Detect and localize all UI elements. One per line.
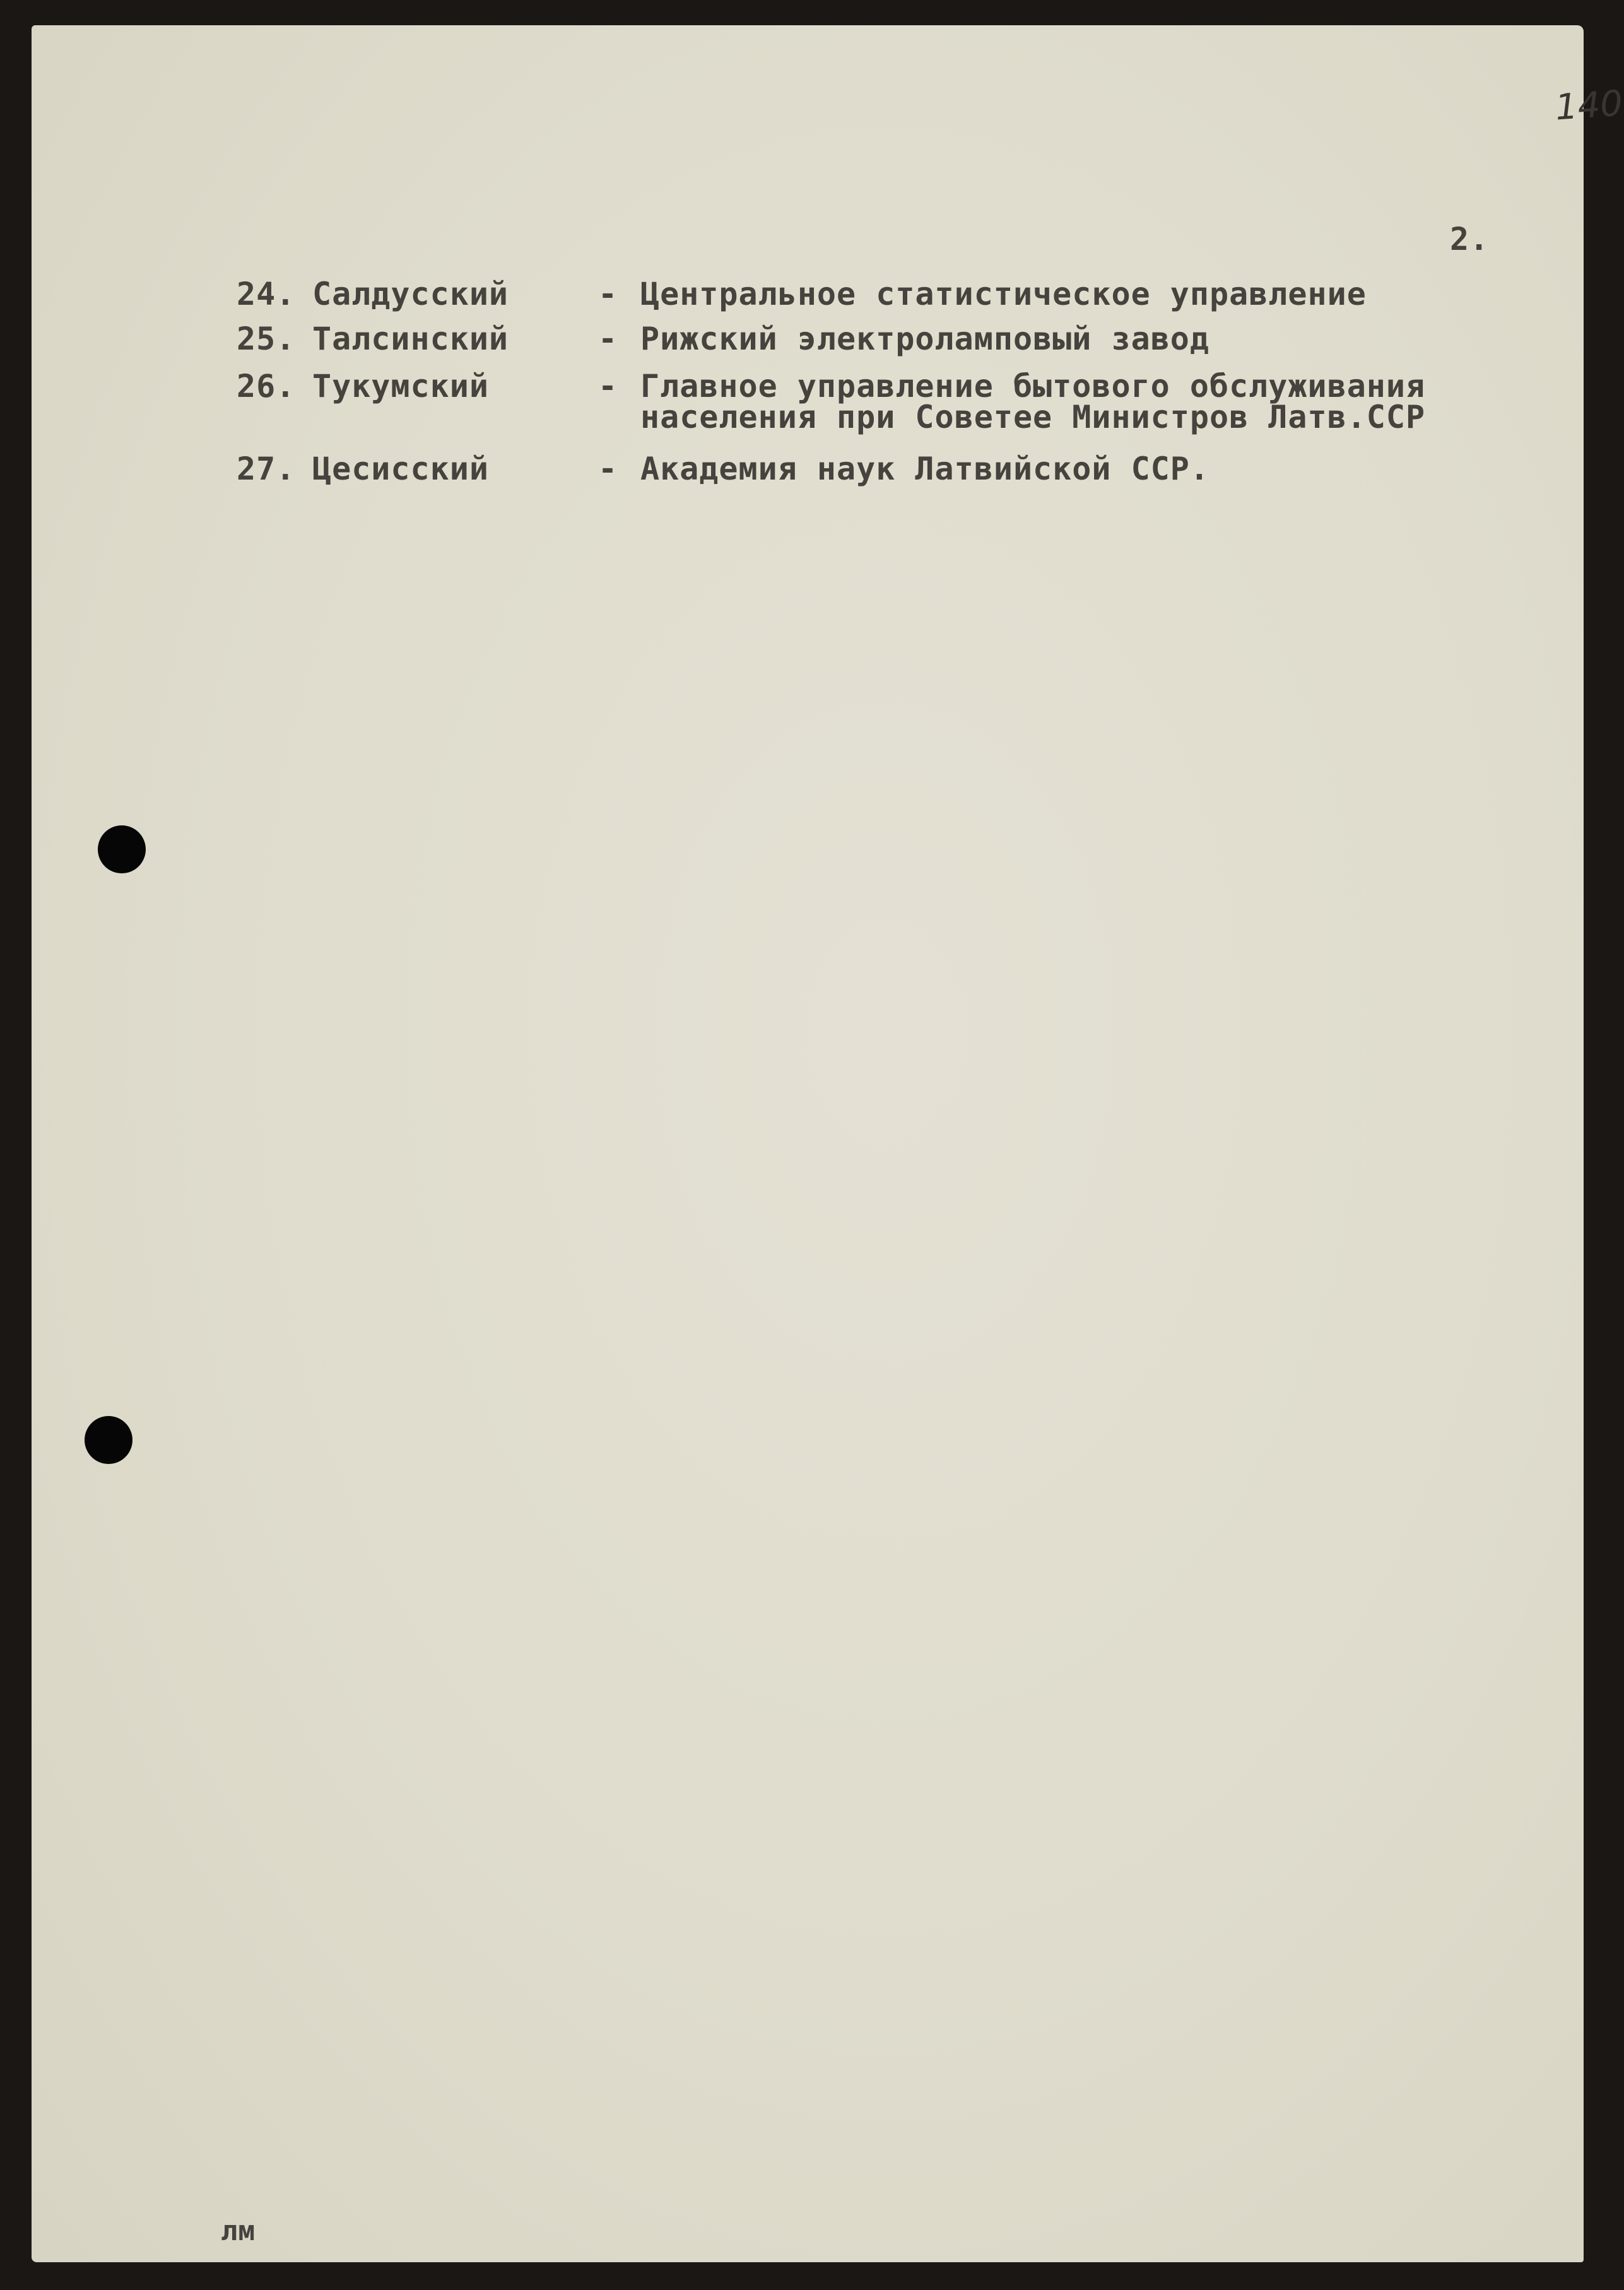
entry-organization-line: Рижский электроламповый завод (640, 321, 1209, 357)
archive-folio-number: 140 (1553, 83, 1624, 129)
entry-organization-line: Центральное статистическое управление (640, 276, 1367, 312)
entry-dash: - (598, 321, 618, 357)
page-number: 2. (1450, 221, 1490, 257)
paper-sheet (32, 25, 1624, 2262)
entry-number: 27. (237, 451, 296, 487)
entry-dash: - (598, 451, 618, 487)
entry-number: 26. (237, 368, 296, 404)
entry-organization-line: Академия наук Латвийской ССР. (640, 451, 1209, 487)
entry-organization-line: населения при Советее Министров Латв.ССР (640, 399, 1426, 435)
entry-number: 25. (237, 321, 296, 357)
entry-district: Цесисский (312, 451, 489, 487)
punch-hole (98, 825, 146, 873)
entry-number: 24. (237, 276, 296, 312)
entry-dash: - (598, 368, 618, 404)
entry-district: Тукумский (312, 368, 489, 404)
entry-organization-line: Главное управление бытового обслуживания (640, 368, 1426, 404)
punch-hole (85, 1416, 132, 1464)
entry-district: Талсинский (312, 321, 509, 357)
entry-dash: - (598, 276, 618, 312)
entry-district: Салдусский (312, 276, 509, 312)
typist-initials: лм (221, 2215, 256, 2247)
